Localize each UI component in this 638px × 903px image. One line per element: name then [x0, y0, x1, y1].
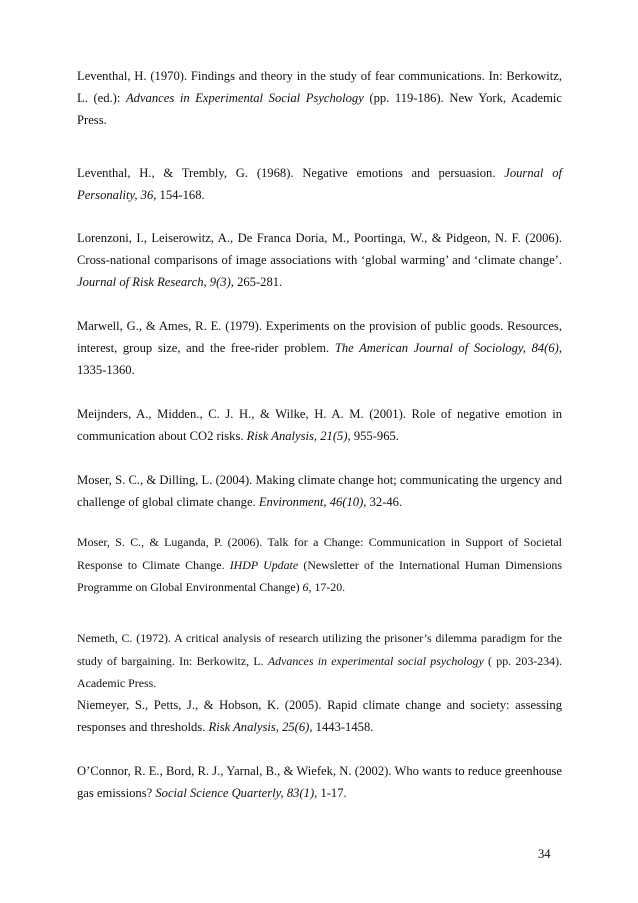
reference-journal-italic: Risk Analysis, 21(5), [246, 429, 351, 443]
reference-text: 1443-1458. [312, 720, 374, 734]
reference-text: (Newsletter of the International Human Dimensions Programme on Global Environmental Change) [77, 557, 562, 594]
reference-text: Moser, S. C., & Dilling, L. (2004). Making climate change hot; communicating the urgency and challenge of global climate change. [77, 473, 562, 509]
reference-moser-luganda-2006 [77, 531, 562, 599]
reference-journal-italic: The American Journal of Sociology, 84(6), [334, 341, 562, 355]
reference-text: 265-281. [233, 275, 283, 289]
reference-text: 17-20. [311, 580, 346, 594]
page-number: 34 [538, 847, 551, 861]
reference-text: Moser, S. C., & Luganda, P. (2006). Talk for a Change: Communication in Support of Societal Response to Climate Change. [77, 535, 562, 572]
reference-text: Marwell, G., & Ames, R. E. (1979). Experiments on the provision of public goods. Resources, interest, group size, and the free-rider problem. [77, 319, 562, 355]
reference-journal-italic: IHDP Update [229, 557, 299, 572]
reference-journal-italic: Journal of Personality, 36, [77, 166, 562, 202]
reference-journal-italic: Environment, 46(10), [258, 495, 367, 509]
reference-text: O’Connor, R. E., Bord, R. J., Yarnal, B., & Wiefek, N. (2002). Who wants to reduce greenhouse gas emissions? [77, 764, 562, 800]
reference-journal-italic: Social Science Quarterly, 83(1), [155, 786, 318, 800]
reference-text: ( pp. 203-234). Academic Press. [77, 653, 562, 690]
reference-text: 32-46. [366, 495, 403, 509]
reference-niemeyer-2005 [77, 694, 562, 738]
reference-leventhal-trembly-1968 [77, 162, 562, 206]
reference-text: 1-17. [317, 786, 347, 800]
reference-nemeth-1972 [77, 627, 562, 695]
reference-leventhal-1970 [77, 65, 562, 131]
reference-text: 154-168. [156, 188, 205, 202]
reference-moser-dilling-2004 [77, 469, 562, 513]
reference-text: Lorenzoni, I., Leiserowitz, A., De Franca Doria, M., Poortinga, W., & Pidgeon, N. F. (2006). Cross-national comparisons of image associations with ‘global warming’ and ‘climate change’. [77, 231, 562, 267]
reference-text: 955-965. [350, 429, 399, 443]
reference-text: Meijnders, A., Midden., C. J. H., & Wilke, H. A. M. (2001). Role of negative emotion in communication about CO2 risks. [77, 407, 562, 443]
reference-journal-italic: Risk Analysis, 25(6), [208, 720, 313, 734]
reference-marwell-ames-1979 [77, 315, 562, 381]
reference-text: (pp. 119-186). New York, Academic Press. [77, 91, 562, 127]
reference-text: Nemeth, C. (1972). A critical analysis of research utilizing the prisoner’s dilemma paradigm for the study of bargaining. In: Berkowitz, L. [77, 631, 562, 668]
reference-title-italic: Advances in experimental social psychology [267, 653, 484, 668]
reference-text: 1335-1360. [77, 363, 135, 377]
reference-journal-italic: Journal of Risk Research, 9(3), [77, 275, 234, 289]
reference-title-italic: Advances in Experimental Social Psychology [125, 91, 364, 105]
reference-text: Niemeyer, S., Petts, J., & Hobson, K. (2005). Rapid climate change and society: assessing responses and thresholds. [77, 698, 562, 734]
reference-meijnders-2001 [77, 403, 562, 447]
reference-text: Leventhal, H., & Trembly, G. (1968). Negative emotions and persuasion. [77, 166, 505, 180]
reference-volume-italic: 6, [302, 580, 312, 594]
reference-lorenzoni-2006 [77, 227, 562, 293]
reference-oconnor-2002 [77, 760, 562, 804]
reference-text: Leventhal, H. (1970). Findings and theory in the study of fear communications. In: Berkowitz, L. (ed.): [77, 69, 562, 105]
